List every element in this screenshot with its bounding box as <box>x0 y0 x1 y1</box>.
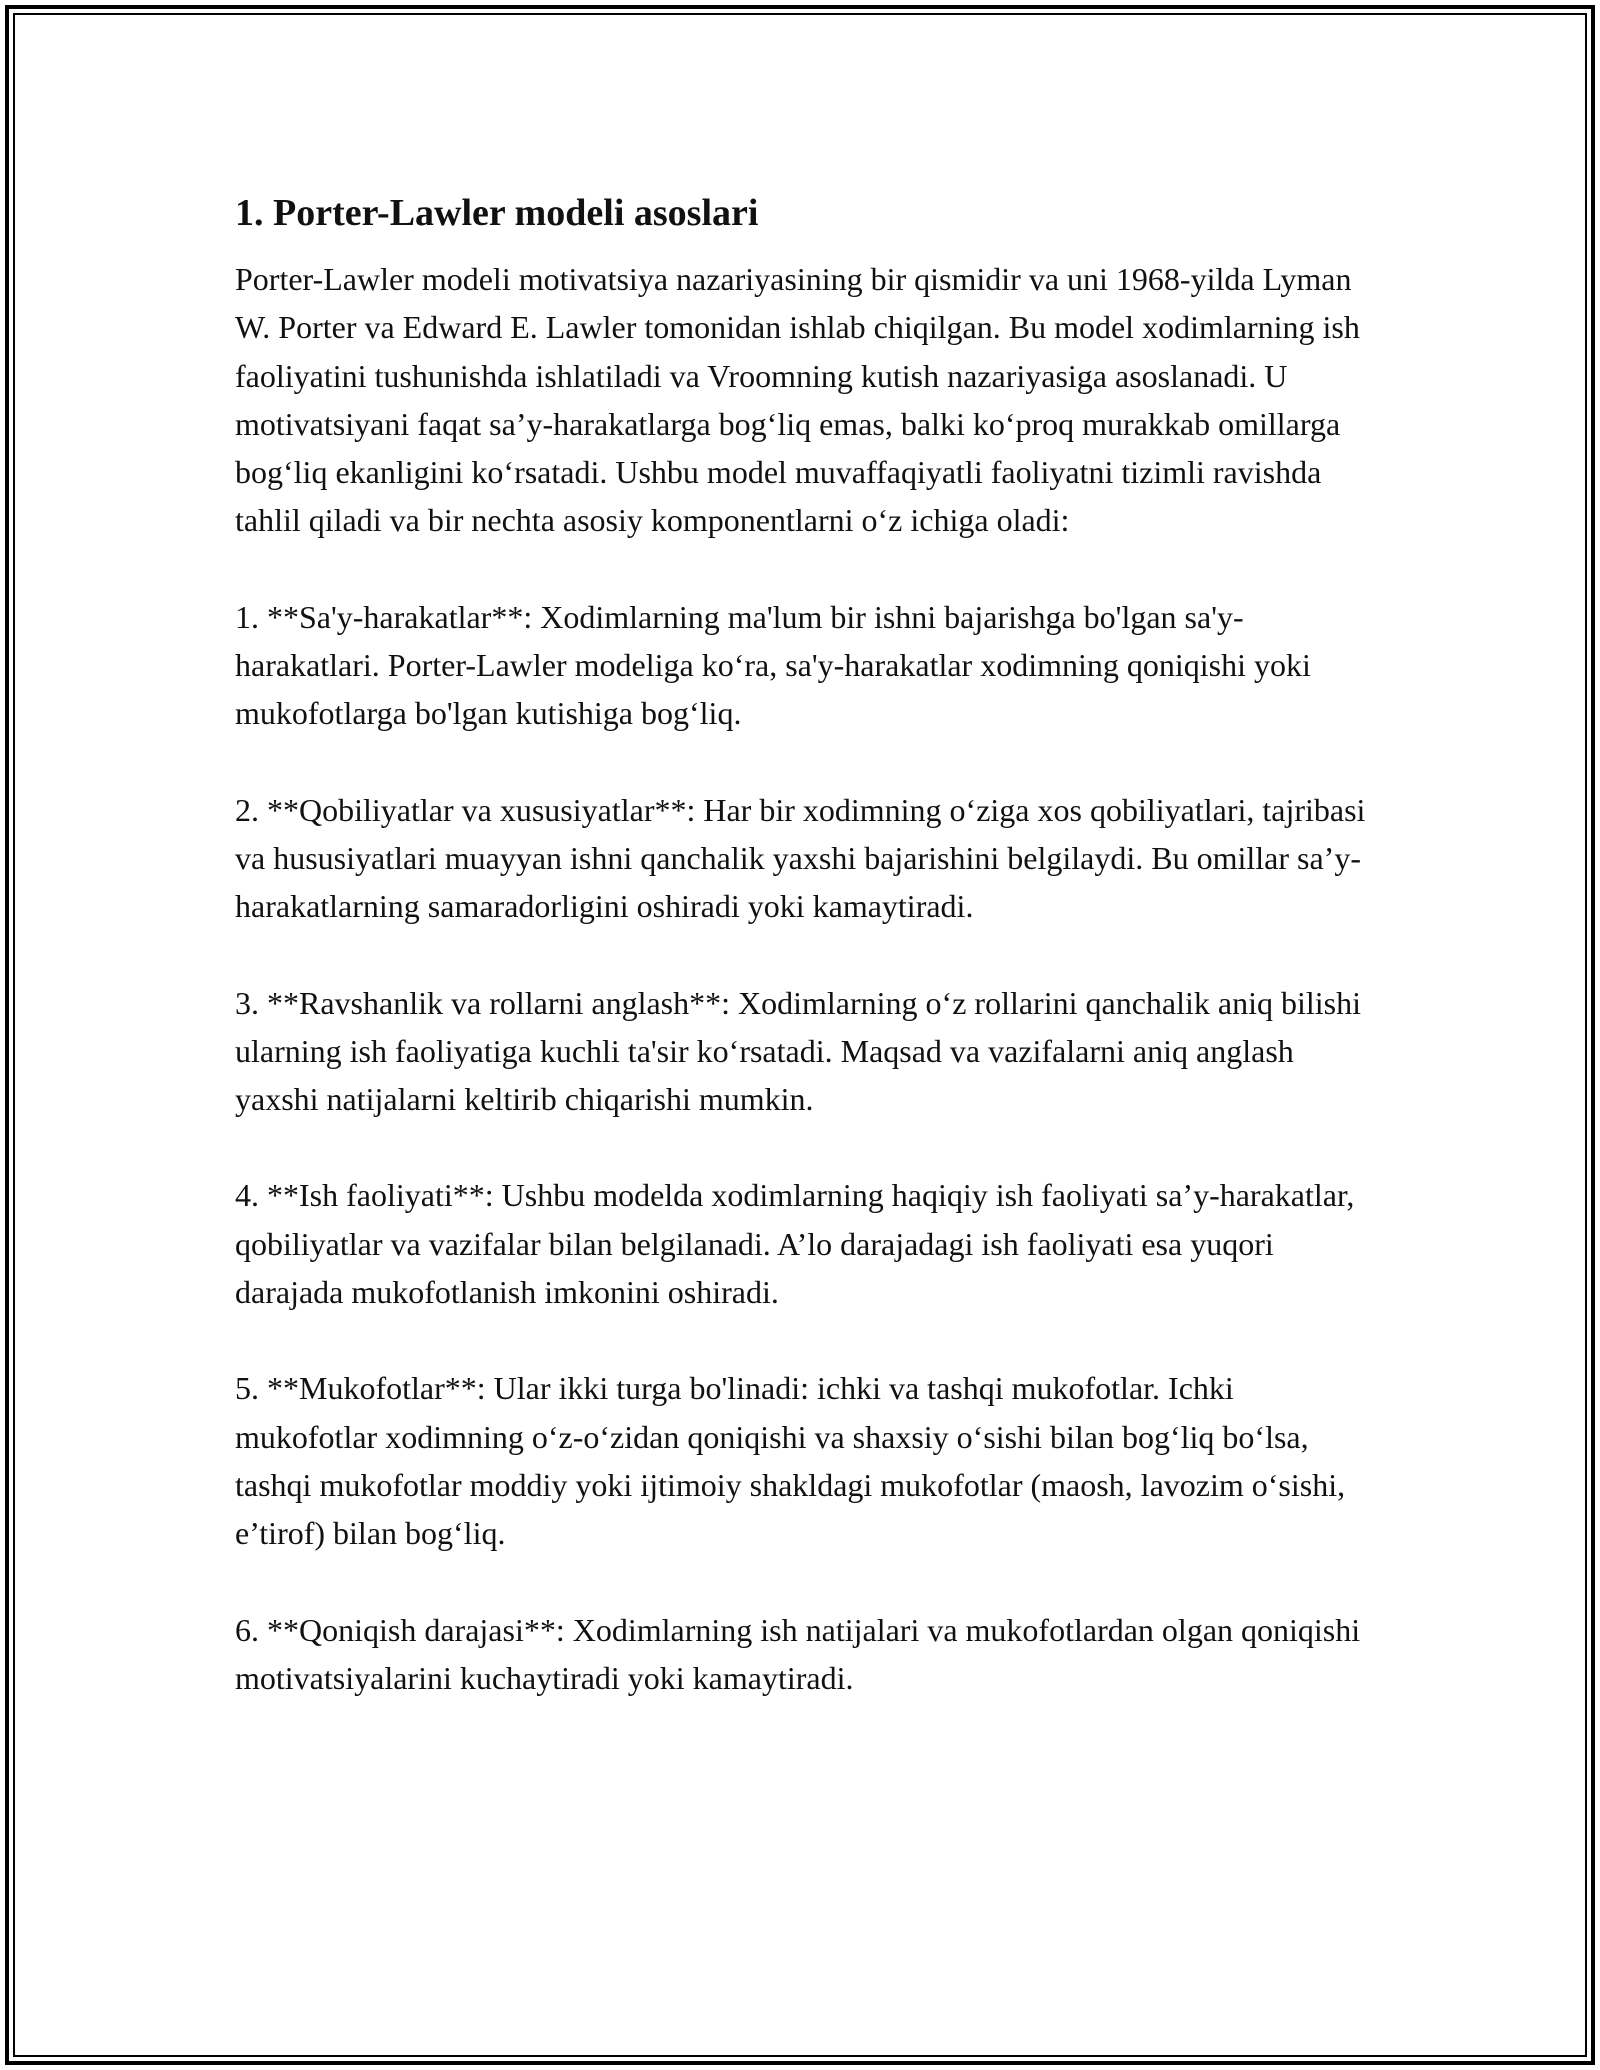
component-rewards-paragraph: 5. **Mukofotlar**: Ular ikki turga bo'linadi: ichki va tashqi mukofotlar. Ichki mukofotlar xodimning o‘z-o‘zidan qoniqishi va shaxsiy o‘sishi bilan bog‘liq bo‘lsa, tashqi mukofotlar moddiy yoki ijtimoiy shakldagi mukofotlar (maosh, lavozim o‘sishi, e’tirof) bilan bog‘liq. <box>235 1370 1346 1552</box>
component-role-perception-paragraph: 3. **Ravshanlik va rollarni anglash**: Xodimlarning o‘z rollarini qanchalik aniq bilishi ularning ish faoliyatiga kuchli ta'sir ko‘rsatadi. Maqsad va vazifalarni aniq anglash yaxshi natijalarni keltirib chiqarishi mumkin. <box>235 984 1361 1118</box>
component-abilities-paragraph: 2. **Qobiliyatlar va xususiyatlar**: Har bir xodimning o‘ziga xos qobiliyatlari, tajribasi va hususiyatlari muayyan ishni qanchalik yaxshi bajarishini belgilaydi. Bu omillar sa’y-harakatlarning samaradorligini oshiradi yoki kamaytiradi. <box>235 791 1366 925</box>
section-heading: 1. Porter-Lawler modeli asoslari <box>235 192 759 234</box>
intro-paragraph: Porter-Lawler modeli motivatsiya nazariyasining bir qismidir va uni 1968-yilda Lyman W. Porter va Edward E. Lawler tomonidan ishlab chiqilgan. Bu model xodimlarning ish faoliyatini tushunishda ishlatiladi va Vroomning kutish nazariyasiga asoslanadi. U motivatsiyani faqat sa’y-harakatlarga bog‘liq emas, balki ko‘proq murakkab omillarga bog‘liq ekanligini ko‘rsatadi. Ushbu model muvaffaqiyatli faoliyatni tizimli ravishda tahlil qiladi va bir nechta asosiy komponentlarni o‘z ichiga oladi: <box>235 261 1360 539</box>
component-effort-paragraph: 1. **Sa'y-harakatlar**: Xodimlarning ma'lum bir ishni bajarishga bo'lgan sa'y-harakatlari. Porter-Lawler modeliga ko‘ra, sa'y-harakatlar xodimning qoniqishi yoki mukofotlarga bo'lgan kutishiga bog‘liq. <box>235 598 1311 732</box>
document-body <box>235 185 1370 1750</box>
component-satisfaction-paragraph: 6. **Qoniqish darajasi**: Xodimlarning ish natijalari va mukofotlardan olgan qoniqishi motivatsiyalarini kuchaytiradi yoki kamaytiradi. <box>235 1611 1361 1696</box>
component-performance-paragraph: 4. **Ish faoliyati**: Ushbu modelda xodimlarning haqiqiy ish faoliyati sa’y-harakatlar, qobiliyatlar va vazifalar bilan belgilanadi. A’lo darajadagi ish faoliyati esa yuqori darajada mukofotlanish imkonini oshiradi. <box>235 1177 1355 1311</box>
